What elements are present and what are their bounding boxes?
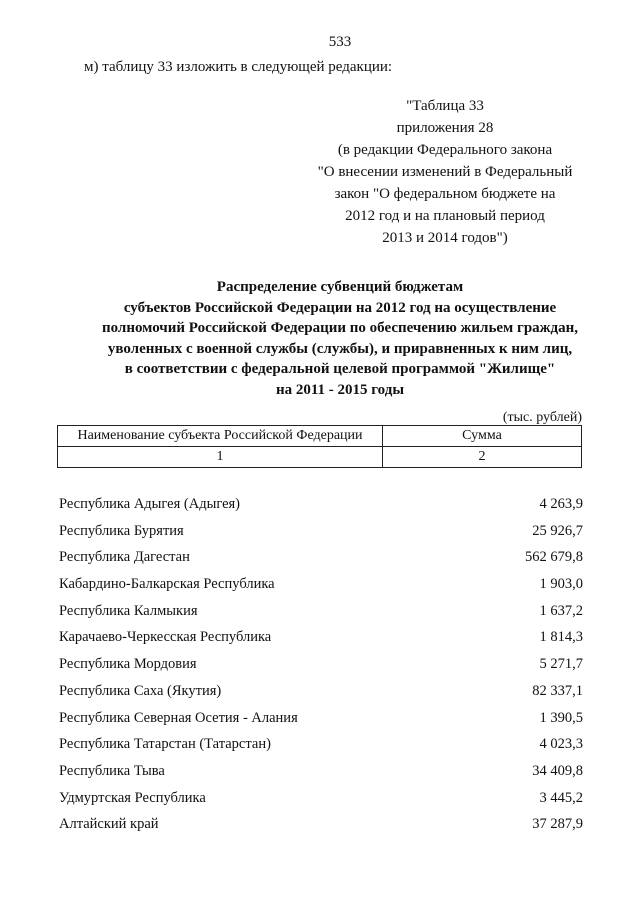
header-line: 2012 год и на плановый период <box>345 208 545 224</box>
column-header-amount: Сумма <box>383 426 582 447</box>
header-line: "Таблица 33 <box>406 98 484 114</box>
table-row <box>59 683 583 710</box>
page-number: 533 <box>328 34 352 50</box>
subvention-amount: 4 023,3 <box>539 736 583 753</box>
title-line: Распределение субвенций бюджетам <box>216 279 464 295</box>
region-name: Республика Саха (Якутия) <box>59 682 222 699</box>
title-line: субъектов Российской Федерации на 2012 год на осуществление <box>123 299 557 316</box>
subvention-amount: 4 263,9 <box>539 496 583 512</box>
table-row <box>59 629 583 656</box>
subvention-amount: 1 903,0 <box>539 576 583 593</box>
table-row <box>59 736 583 763</box>
title-line: уволенных с военной службы (службы), и приравненных к ним лиц, <box>107 340 573 357</box>
units-label: (тыс. рублей) <box>502 410 582 425</box>
region-name: Алтайский край <box>59 816 159 833</box>
subvention-amount: 3 445,2 <box>539 789 583 806</box>
subvention-amount: 1 814,3 <box>539 629 583 646</box>
region-name: Удмуртская Республика <box>59 789 206 806</box>
region-name: Республика Дагестан <box>59 549 190 566</box>
header-line: закон "О федеральном бюджете на <box>334 186 556 202</box>
table-header <box>57 425 582 468</box>
header-line: (в редакции Федерального закона <box>337 142 553 158</box>
table-reference-header <box>295 95 595 249</box>
subvention-amount: 34 409,8 <box>532 762 583 779</box>
region-name: Республика Татарстан (Татарстан) <box>59 736 271 753</box>
subvention-amount: 562 679,8 <box>525 549 583 566</box>
table-row <box>59 576 583 603</box>
table-row <box>59 603 583 630</box>
region-name: Кабардино-Балкарская Республика <box>59 576 275 593</box>
subvention-amount: 1 637,2 <box>539 602 583 619</box>
region-name: Республика Мордовия <box>59 656 197 673</box>
table-row <box>59 763 583 790</box>
table-row <box>59 656 583 683</box>
region-name: Республика Бурятия <box>59 522 184 539</box>
table-row <box>59 816 583 843</box>
subvention-amount: 1 390,5 <box>539 709 583 726</box>
region-name: Республика Тыва <box>59 762 165 779</box>
subvention-amount: 25 926,7 <box>532 522 583 539</box>
region-name: Карачаево-Черкесская Республика <box>59 629 272 646</box>
title-line: в соответствии с федеральной целевой программой "Жилище" <box>124 361 556 377</box>
column-number-1: 1 <box>58 447 383 468</box>
table-row <box>59 710 583 737</box>
column-header-name: Наименование субъекта Российской Федерации <box>58 426 383 447</box>
title-line: на 2011 - 2015 годы <box>275 381 405 398</box>
region-name: Республика Адыгея (Адыгея) <box>59 496 241 512</box>
header-line: 2013 и 2014 годов") <box>382 230 508 246</box>
region-name: Республика Калмыкия <box>59 602 198 619</box>
subvention-amount: 37 287,9 <box>532 816 583 833</box>
table-row <box>59 496 583 523</box>
subvention-amount: 5 271,7 <box>539 656 583 673</box>
header-line: приложения 28 <box>396 120 494 136</box>
table-row <box>59 523 583 550</box>
region-name: Республика Северная Осетия - Алания <box>59 709 298 726</box>
table-row <box>59 790 583 817</box>
table-row <box>59 549 583 576</box>
column-number-2: 2 <box>383 447 582 468</box>
amendment-instruction: м) таблицу 33 изложить в следующей редакции: <box>84 59 393 75</box>
header-line: "О внесении изменений в Федеральный <box>317 164 573 180</box>
document-title <box>50 277 630 400</box>
table-body <box>59 496 583 843</box>
title-line: полномочий Российской Федерации по обеспечению жильем граждан, <box>101 320 579 336</box>
subvention-amount: 82 337,1 <box>532 682 583 699</box>
